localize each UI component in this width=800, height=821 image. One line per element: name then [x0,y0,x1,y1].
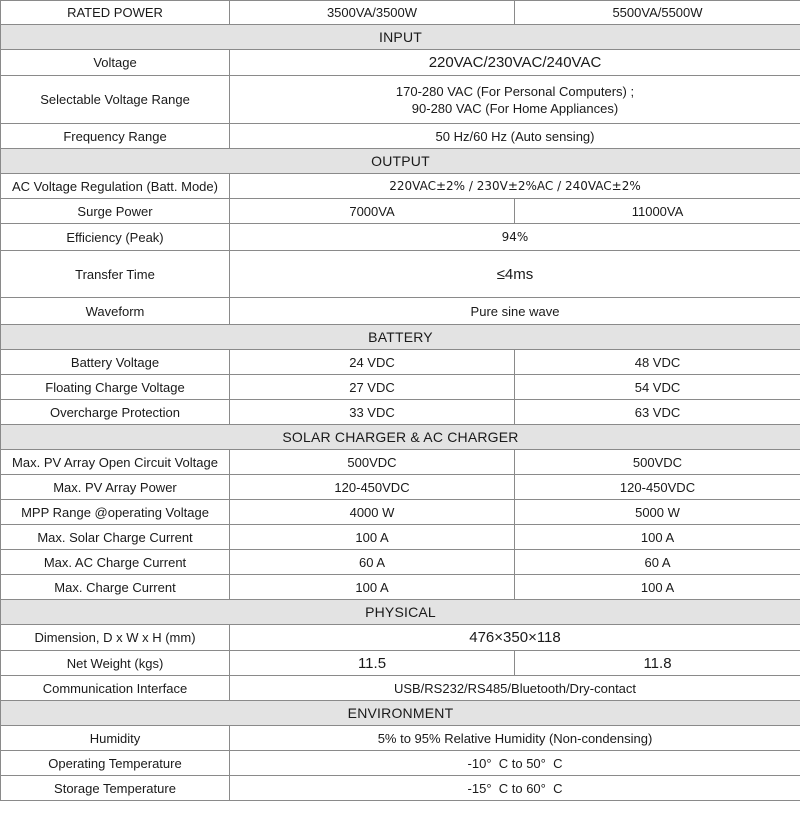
section-physical-title: PHYSICAL [1,600,800,625]
row-transfer [1,251,800,298]
surge-label: Surge Power [1,199,230,224]
operating-value: -10° C to 50° C [230,751,800,776]
floating-model-a: 27 VDC [230,375,515,400]
section-charger-title: SOLAR CHARGER & AC CHARGER [1,425,800,450]
section-environment [1,701,800,726]
charge-current-model-b: 100 A [515,575,800,600]
row-charge-current [1,575,800,600]
rated-power-label: RATED POWER [1,1,230,25]
solar-current-model-b: 100 A [515,525,800,550]
interface-value: USB/RS232/RS485/Bluetooth/Dry-contact [230,676,800,701]
row-solar-current [1,525,800,550]
weight-model-a: 11.5 [230,651,515,676]
section-environment-title: ENVIRONMENT [1,701,800,726]
pv-open-label: Max. PV Array Open Circuit Voltage [1,450,230,475]
weight-label: Net Weight (kgs) [1,651,230,676]
storage-label: Storage Temperature [1,776,230,801]
ac-current-model-a: 60 A [230,550,515,575]
surge-model-a: 7000VA [230,199,515,224]
pv-power-model-a: 120-450VDC [230,475,515,500]
row-pv-power [1,475,800,500]
floating-label: Floating Charge Voltage [1,375,230,400]
mpp-model-b: 5000 W [515,500,800,525]
row-floating [1,375,800,400]
row-overcharge [1,400,800,425]
efficiency-value: 94% [230,224,800,251]
rated-power-model-b: 5500VA/5500W [515,1,800,25]
ac-current-label: Max. AC Charge Current [1,550,230,575]
efficiency-label: Efficiency (Peak) [1,224,230,251]
battery-voltage-model-b: 48 VDC [515,350,800,375]
transfer-value: ≤4ms [230,251,800,298]
section-physical [1,600,800,625]
section-charger [1,425,800,450]
battery-voltage-model-a: 24 VDC [230,350,515,375]
section-output-title: OUTPUT [1,149,800,174]
pv-open-model-b: 500VDC [515,450,800,475]
row-surge [1,199,800,224]
charge-current-model-a: 100 A [230,575,515,600]
row-rated-power [1,1,800,25]
selectable-range-line2: 90-280 VAC (For Home Appliances) [411,100,619,116]
row-waveform [1,298,800,325]
section-battery-title: BATTERY [1,325,800,350]
pv-power-model-b: 120-450VDC [515,475,800,500]
selectable-range-value [230,76,800,124]
selectable-range-label: Selectable Voltage Range [1,76,230,124]
row-selectable-range [1,76,800,124]
row-dimension [1,625,800,651]
charge-current-label: Max. Charge Current [1,575,230,600]
overcharge-label: Overcharge Protection [1,400,230,425]
weight-model-b: 11.8 [515,651,800,676]
overcharge-model-b: 63 VDC [515,400,800,425]
solar-current-label: Max. Solar Charge Current [1,525,230,550]
frequency-label: Frequency Range [1,124,230,149]
waveform-value: Pure sine wave [230,298,800,325]
row-storage [1,776,800,801]
rated-power-model-a: 3500VA/3500W [230,1,515,25]
regulation-label: AC Voltage Regulation (Batt. Mode) [1,174,230,199]
operating-label: Operating Temperature [1,751,230,776]
row-weight [1,651,800,676]
input-voltage-label: Voltage [1,50,230,76]
mpp-model-a: 4000 W [230,500,515,525]
interface-label: Communication Interface [1,676,230,701]
dimension-value: 476×350×118 [230,625,800,651]
ac-current-model-b: 60 A [515,550,800,575]
solar-current-model-a: 100 A [230,525,515,550]
pv-power-label: Max. PV Array Power [1,475,230,500]
humidity-value: 5% to 95% Relative Humidity (Non-condensing) [230,726,800,751]
transfer-label: Transfer Time [1,251,230,298]
row-frequency [1,124,800,149]
humidity-label: Humidity [1,726,230,751]
row-interface [1,676,800,701]
selectable-range-line1: 170-280 VAC (For Personal Computers) ; [395,83,635,99]
row-efficiency [1,224,800,251]
row-battery-voltage [1,350,800,375]
waveform-label: Waveform [1,298,230,325]
row-regulation [1,174,800,199]
row-ac-current [1,550,800,575]
pv-open-model-a: 500VDC [230,450,515,475]
overcharge-model-a: 33 VDC [230,400,515,425]
dimension-label: Dimension, D x W x H (mm) [1,625,230,651]
surge-model-b: 11000VA [515,199,800,224]
row-mpp [1,500,800,525]
input-voltage-value: 220VAC/230VAC/240VAC [230,50,800,76]
section-battery [1,325,800,350]
storage-value: -15° C to 60° C [230,776,800,801]
regulation-value: 220VAC±2% / 230V±2%AC / 240VAC±2% [230,174,800,199]
floating-model-b: 54 VDC [515,375,800,400]
section-input-title: INPUT [1,25,800,50]
frequency-value: 50 Hz/60 Hz (Auto sensing) [230,124,800,149]
row-pv-open [1,450,800,475]
row-humidity [1,726,800,751]
mpp-label: MPP Range @operating Voltage [1,500,230,525]
row-operating [1,751,800,776]
section-output [1,149,800,174]
row-input-voltage [1,50,800,76]
battery-voltage-label: Battery Voltage [1,350,230,375]
section-input [1,25,800,50]
